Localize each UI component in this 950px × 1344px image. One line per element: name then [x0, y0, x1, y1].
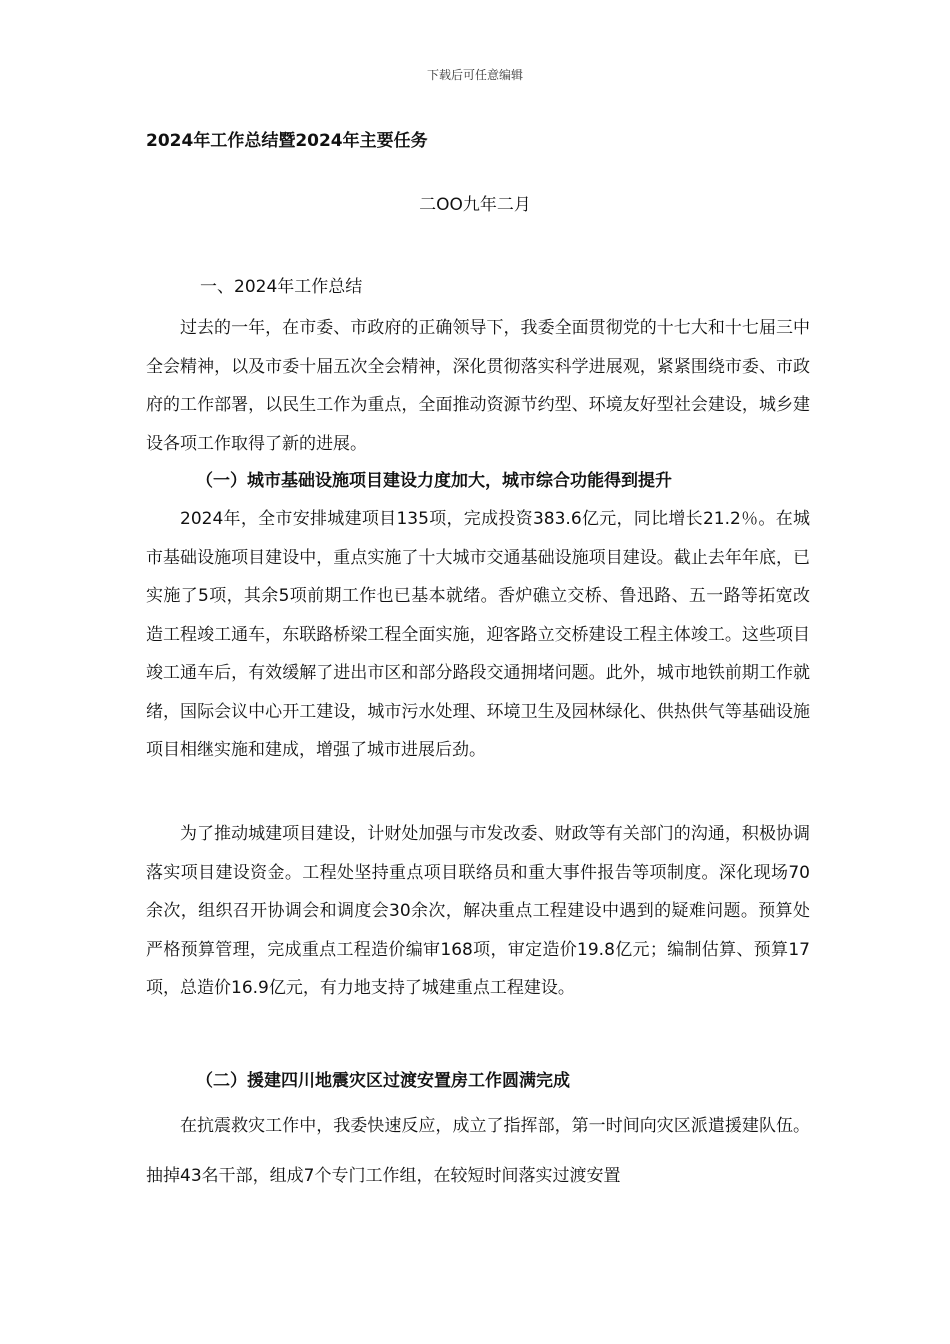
- document-date: 二OO九年二月: [419, 195, 531, 215]
- subheading-infrastructure: （一）城市基础设施项目建设力度加大，城市综合功能得到提升: [196, 471, 672, 491]
- paragraph-funding: [146, 815, 810, 1008]
- document-title: 2024年工作总结暨2024年主要任务: [146, 131, 428, 151]
- paragraph-infrastructure-text: 2024年，全市安排城建项目135项，完成投资383.6亿元，同比增长21.2％。在城市基础设施项目建设中，重点实施了十大城市交通基础设施项目建设。截止去年年底，已实施了5项，其余5项前期工作也已基本就绪。香炉礁立交桥、鲁迅路、五一路等拓宽改造工程竣工通车，东联路桥梁工程全面实施，迎客路立交桥建设工程主体竣工。这些项目竣工通车后，有效缓解了进出市区和部分路段交通拥堵问题。此外，城市地铁前期工作就绪，国际会议中心开工建设，城市污水处理、环境卫生及园林绿化、供热供气等基础设施项目相继实施和建成，增强了城市进展后劲。: [146, 509, 810, 760]
- paragraph-intro-text: 过去的一年，在市委、市政府的正确领导下，我委全面贯彻党的十七大和十七届三中全会精神，以及市委十届五次全会精神，深化贯彻落实科学进展观，紧紧围绕市委、市政府的工作部署，以民生工作为重点，全面推动资源节约型、环境友好型社会建设，城乡建设各项工作取得了新的进展。: [146, 318, 810, 454]
- paragraph-sichuan: [146, 1101, 810, 1201]
- paragraph-intro: [146, 309, 810, 463]
- paragraph-funding-text: 为了推动城建项目建设，计财处加强与市发改委、财政等有关部门的沟通，积极协调落实项目建设资金。工程处坚持重点项目联络员和重大事件报告等项制度。深化现场70余次，组织召开协调会和调度会30余次，解决重点工程建设中遇到的疑难问题。预算处严格预算管理，完成重点工程造价编审168项，审定造价19.8亿元；编制估算、预算17项，总造价16.9亿元，有力地支持了城建重点工程建设。: [146, 824, 810, 998]
- paragraph-infrastructure: [146, 500, 810, 770]
- subheading-sichuan: （二）援建四川地震灾区过渡安置房工作圆满完成: [196, 1071, 570, 1091]
- section-heading-summary: 一、2024年工作总结: [200, 277, 363, 297]
- header-note: 下载后可任意编辑: [426, 68, 523, 82]
- paragraph-sichuan-text: 在抗震救灾工作中，我委快速反应，成立了指挥部，第一时间向灾区派遣援建队伍。抽掉43名干部，组成7个专门工作组，在较短时间落实过渡安置: [146, 1116, 810, 1186]
